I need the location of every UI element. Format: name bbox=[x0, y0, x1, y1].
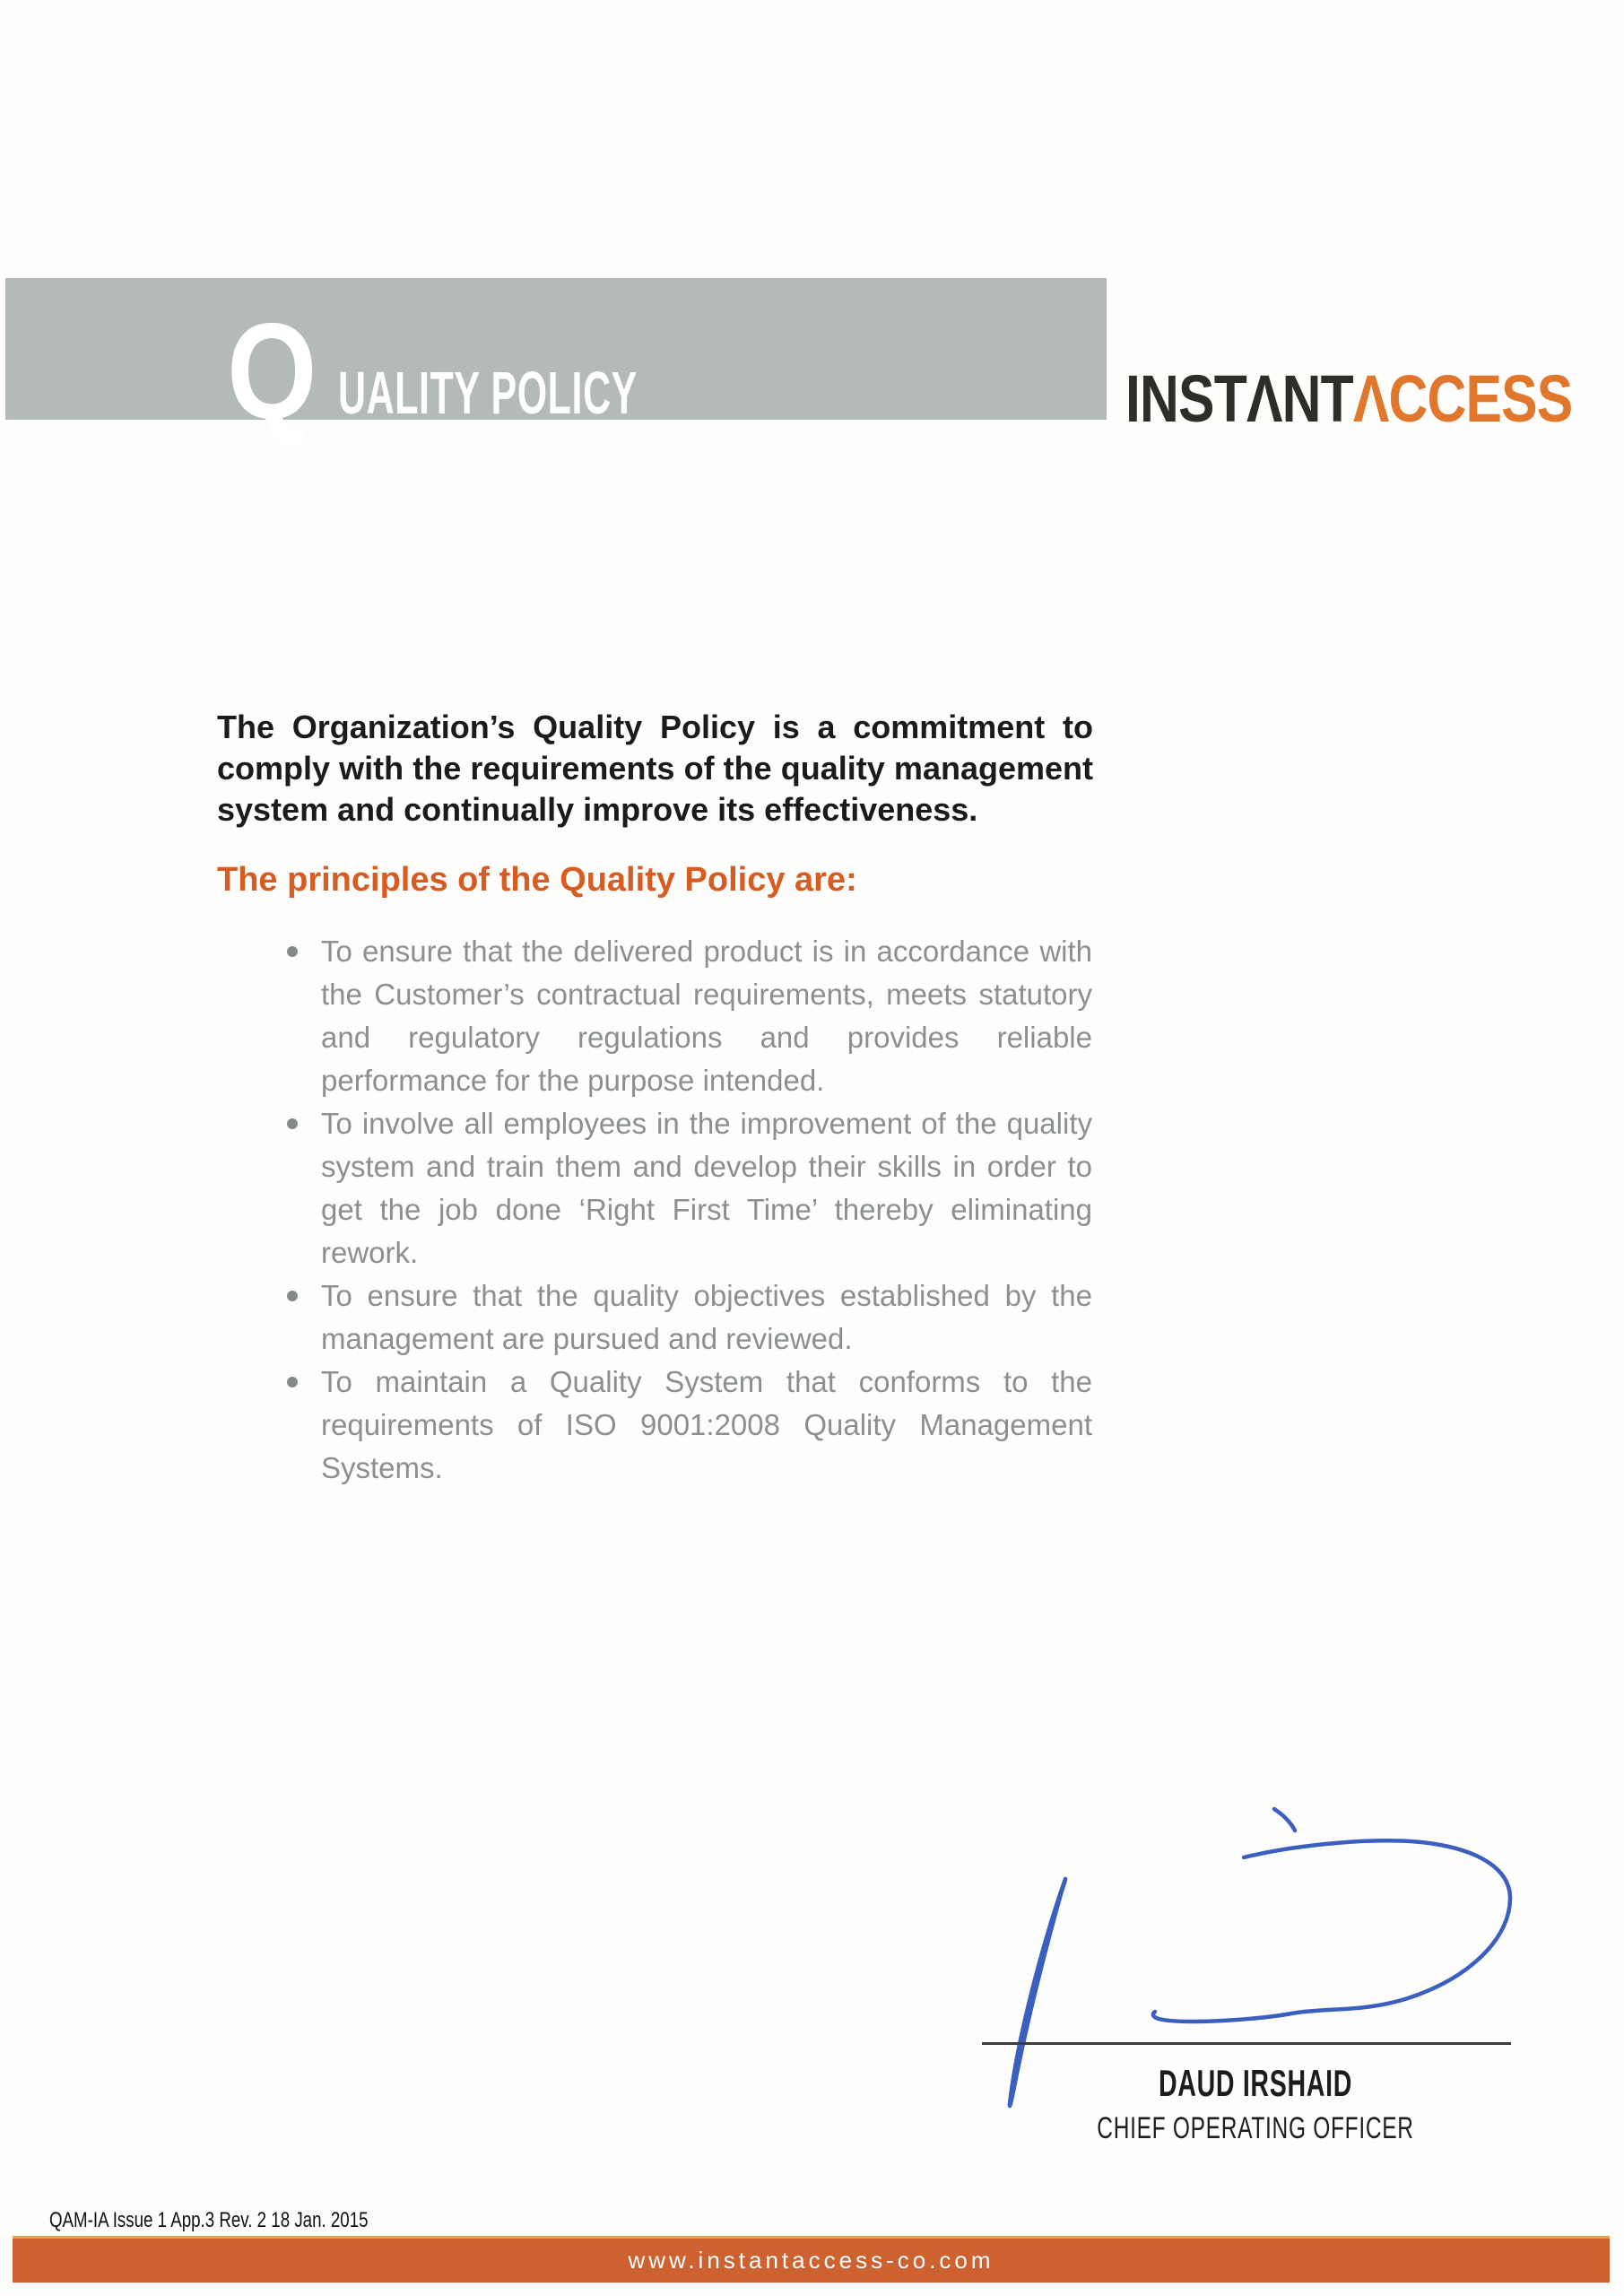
policy-intro-paragraph: The Organization’s Quality Policy is a commitment to comply with the requirements of the quality management system and continually improve its effectiveness. bbox=[217, 709, 1093, 828]
logo-text-instant: INSTΛNT bbox=[1125, 361, 1353, 436]
signature-hook-stroke bbox=[1274, 1809, 1295, 1831]
bullet-icon bbox=[287, 1118, 298, 1129]
page-title-initial: Q bbox=[227, 295, 317, 448]
list-item bbox=[265, 1361, 1092, 1490]
signer-name: DAUD IRSHAID bbox=[1158, 2062, 1353, 2104]
list-item bbox=[265, 930, 1092, 1102]
bullet-icon bbox=[287, 946, 298, 957]
logo-text-access: ΛCCESS bbox=[1352, 361, 1573, 436]
footer-bar bbox=[13, 2236, 1610, 2283]
principles-heading: The principles of the Quality Policy are: bbox=[217, 861, 857, 899]
bullet-text: To ensure that the delivered product is in accordance with the Customer’s contractual requirements, meets statutory and regulatory regulations and provides reliable performance for the purpose intended. bbox=[321, 935, 1092, 1097]
signer-title: CHIEF OPERATING OFFICER bbox=[1097, 2111, 1414, 2145]
company-website-url: www.instantaccess-co.com bbox=[628, 2247, 994, 2274]
bullet-icon bbox=[287, 1291, 298, 1301]
signature-swoosh-stroke bbox=[1153, 1840, 1510, 2022]
bullet-text: To maintain a Quality System that conforms to the requirements of ISO 9001:2008 Quality Management Systems. bbox=[321, 1365, 1092, 1484]
company-logo bbox=[1125, 361, 1573, 436]
bullet-text: To ensure that the quality objectives established by the management are pursued and reviewed. bbox=[321, 1279, 1092, 1355]
list-item bbox=[265, 1102, 1092, 1274]
list-item bbox=[265, 1274, 1092, 1361]
bullet-text: To involve all employees in the improvement of the quality system and train them and develop their skills in order to get the job done ‘Right First Time’ thereby eliminating rework. bbox=[321, 1107, 1092, 1269]
bullet-icon bbox=[287, 1377, 298, 1387]
principles-list bbox=[265, 930, 1092, 1490]
signature-line bbox=[982, 2042, 1511, 2045]
signature-loop-stroke bbox=[1010, 1879, 1065, 2106]
page-title: UALITY POLICY bbox=[338, 360, 638, 427]
document-reference: QAM-IA Issue 1 App.3 Rev. 2 18 Jan. 2015 bbox=[49, 2208, 369, 2232]
